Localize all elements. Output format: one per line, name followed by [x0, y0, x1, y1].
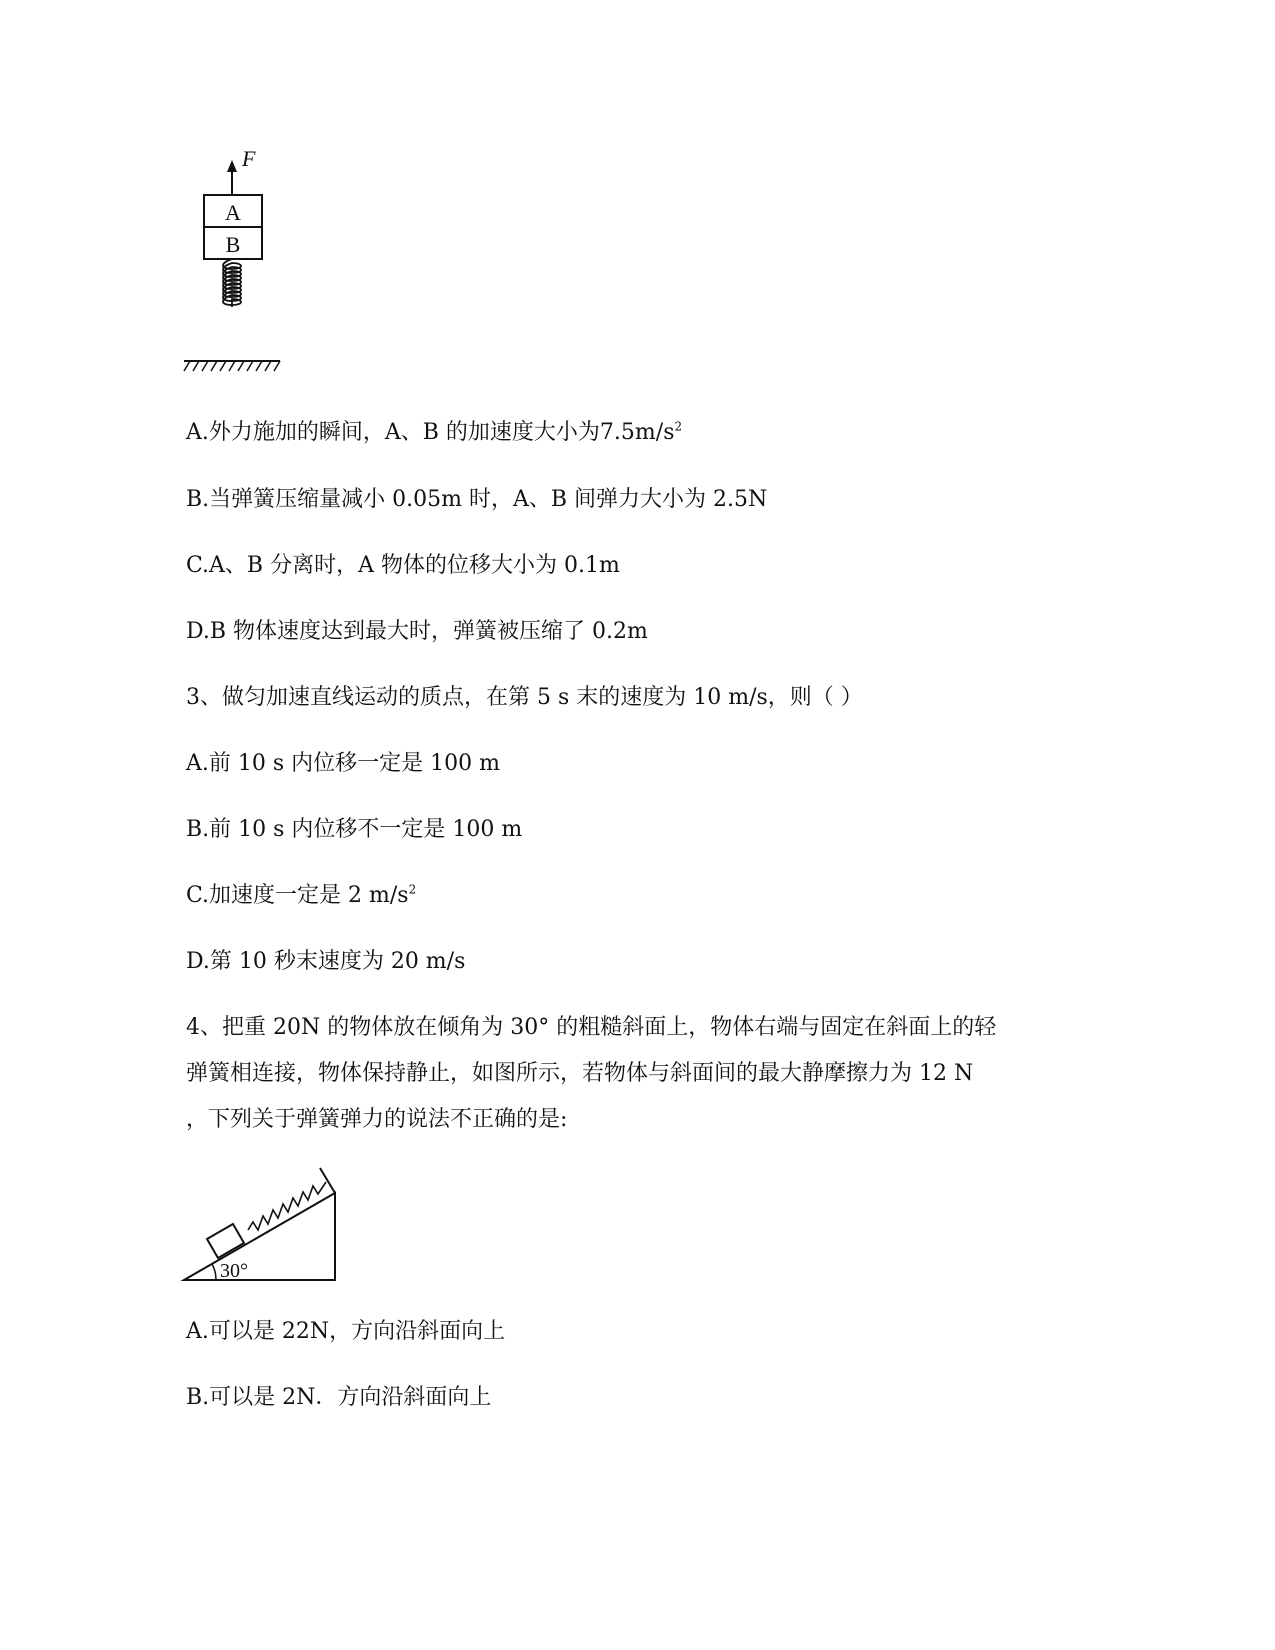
spring-coil	[223, 259, 241, 307]
q3-option-b: B.前 10 s 内位移不一定是 100 m	[186, 817, 523, 842]
figure-incline-spring	[180, 1160, 350, 1290]
q3-option-a: A.前 10 s 内位移一定是 100 m	[186, 751, 500, 776]
ground-hatching	[184, 361, 280, 371]
figure-spring-blocks	[180, 140, 290, 380]
block-on-incline	[207, 1224, 244, 1258]
q2-option-b: B.当弹簧压缩量减小 0.05m 时，A、B 间弹力大小为 2.5N	[186, 487, 768, 512]
q4-stem-line1: 4、把重 20N 的物体放在倾角为 30° 的粗糙斜面上，物体右端与固定在斜面上的轻	[186, 1015, 997, 1040]
force-arrow-head	[227, 160, 237, 172]
angle-label: 30°	[220, 1260, 248, 1282]
force-label: F	[242, 146, 256, 171]
wall-stop	[320, 1168, 335, 1193]
block-b-label: B	[225, 232, 241, 257]
angle-arc	[212, 1264, 216, 1280]
q4-option-b: B.可以是 2N．方向沿斜面向上	[186, 1385, 492, 1410]
q2-option-c: C.A、B 分离时，A 物体的位移大小为 0.1m	[186, 553, 620, 578]
q3-option-c: C.加速度一定是 2 $m/s^2$	[186, 882, 417, 908]
block-a-label: A	[225, 200, 241, 225]
q4-option-a: A.可以是 22N，方向沿斜面向上	[186, 1319, 506, 1344]
q3-option-d: D.第 10 秒末速度为 20 m/s	[186, 949, 466, 974]
q2-option-a: A.外力施加的瞬间，A、B 的加速度大小为$7.5m/s^2$	[186, 419, 683, 445]
incline-triangle	[184, 1193, 335, 1280]
q3-stem: 3、做匀加速直线运动的质点，在第 5 s 末的速度为 10 m/s，则（ ）	[186, 685, 863, 710]
q2-option-d: D.B 物体速度达到最大时，弹簧被压缩了 0.2m	[186, 619, 648, 644]
q4-stem-line3: ，下列关于弹簧弹力的说法不正确的是:	[186, 1107, 568, 1132]
q4-stem-line2: 弹簧相连接，物体保持静止，如图所示，若物体与斜面间的最大静摩擦力为 12 N	[186, 1061, 974, 1086]
